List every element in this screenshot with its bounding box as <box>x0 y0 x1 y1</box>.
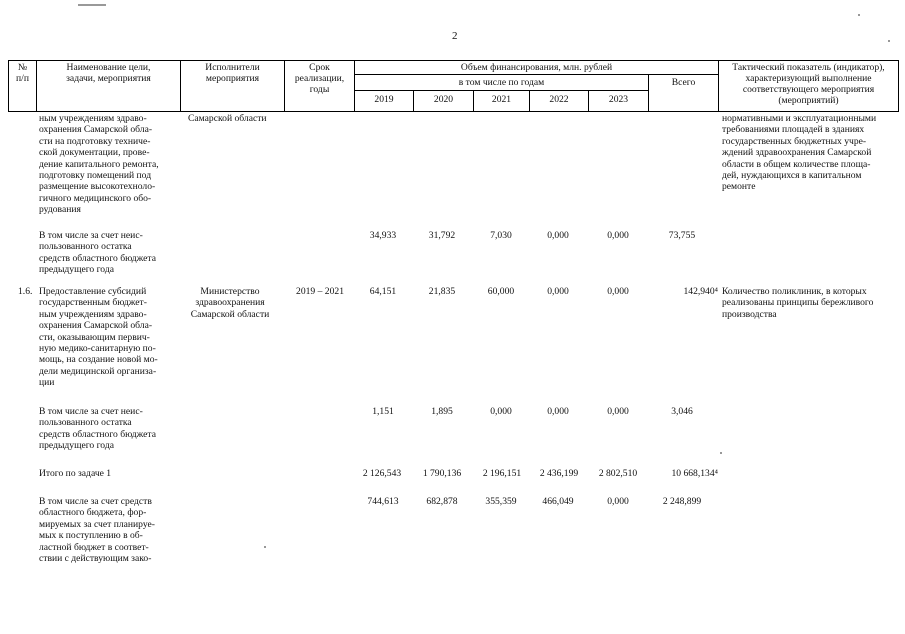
header-indicator: Тактический показатель (индикатор), характеризующий выполнение соответствующего мероприятия (мероприятий) <box>732 62 885 106</box>
row-value-2021: 60,000 <box>487 286 515 297</box>
row-name: В том числе за счет неис- пользованного остатка средств областного бюджета предыдущего года <box>39 230 156 276</box>
row-total: 142,940⁴ <box>683 286 718 297</box>
header-total: Всего <box>671 77 696 88</box>
row-name: В том числе за счет неис- пользованного остатка средств областного бюджета предыдущего года <box>39 406 156 452</box>
row-value-2022: 0,000 <box>547 406 569 417</box>
row-name: ным учреждениям здраво- охранения Самарской обла- сти на подготовку техниче- ской документации, прове- дение капитального ремонта, подготовку помещений под размещение высокотехноло- гичного медицинского обо- рудования <box>39 113 159 216</box>
header-year: 2023 <box>608 94 629 105</box>
row-value-2023: 0,000 <box>607 496 629 507</box>
row-value-2022: 466,049 <box>542 496 574 507</box>
row-value-2019: 2 126,543 <box>362 468 402 479</box>
row-name: В том числе за счет средств областного бюджета, фор- мируемых за счет планируе- мых к поступлению в об- ластной бюджет в соответ- ствии с действующим зако- <box>39 496 155 565</box>
scan-speck <box>720 452 722 454</box>
row-value-2020: 682,878 <box>426 496 458 507</box>
header-by-year: в том числе по годам <box>458 77 545 88</box>
scan-speck <box>858 14 860 16</box>
row-value-2023: 0,000 <box>607 286 629 297</box>
header-year: 2019 <box>374 94 394 105</box>
header-term: Срок реализации, годы <box>294 62 345 95</box>
row-indicator: нормативными и эксплуатационными требованиями площадей в зданиях государственных бюджетных учре- ждений здравоохранения Самарской области в общем количестве площа- дей, нуждающихся в капитальном ремонте <box>722 113 877 193</box>
header-name: Наименование цели, задачи, мероприятия <box>66 62 151 84</box>
row-executor: Самарской области <box>188 113 267 124</box>
row-value-2020: 1,895 <box>431 406 453 417</box>
row-value-2019: 744,613 <box>367 496 399 507</box>
row-name: Итого по задаче 1 <box>39 468 112 479</box>
row-value-2021: 7,030 <box>490 230 512 241</box>
row-value-2020: 21,835 <box>428 286 456 297</box>
scan-speck <box>888 40 890 42</box>
page-number: 2 <box>452 30 458 42</box>
header-executors: Исполнители мероприятия <box>205 62 260 84</box>
row-total: 73,755 <box>668 230 696 241</box>
header-year: 2022 <box>549 94 569 105</box>
row-value-2022: 0,000 <box>547 230 569 241</box>
row-value-2023: 0,000 <box>607 230 629 241</box>
scan-speck <box>264 546 266 548</box>
row-value-2019: 1,151 <box>372 406 394 417</box>
row-total: 3,046 <box>671 406 693 417</box>
row-value-2019: 34,933 <box>369 230 397 241</box>
row-value-2019: 64,151 <box>369 286 397 297</box>
row-value-2022: 0,000 <box>547 286 569 297</box>
row-value-2021: 355,359 <box>485 496 517 507</box>
row-value-2021: 2 196,151 <box>482 468 522 479</box>
scan-smudge <box>78 4 106 6</box>
header-num: № п/п <box>16 62 29 84</box>
row-executor: Министерство здравоохранения Самарской области <box>190 286 270 320</box>
row-value-2021: 0,000 <box>490 406 512 417</box>
row-value-2022: 2 436,199 <box>539 468 579 479</box>
row-total: 10 668,134⁴ <box>671 468 718 479</box>
table-header <box>8 60 899 112</box>
header-volume: Объем финансирования, млн. рублей <box>460 62 613 73</box>
row-term: 2019 – 2021 <box>296 286 344 297</box>
row-number: 1.6. <box>18 286 33 297</box>
row-indicator: Количество поликлиник, в которых реализованы принципы бережливого производства <box>722 286 874 320</box>
header-year: 2020 <box>433 94 454 105</box>
row-value-2020: 1 790,136 <box>422 468 462 479</box>
row-value-2023: 2 802,510 <box>598 468 638 479</box>
row-total: 2 248,899 <box>662 496 702 507</box>
row-value-2020: 31,792 <box>428 230 456 241</box>
row-name: Предоставление субсидий государственным бюджет- ным учреждениям здраво- охранения Самарской обла- сти, оказывающим первич- ную медико-санитарную по- мощь, на создание новой мо- дели медицинской организа- ции <box>39 286 158 389</box>
header-year: 2021 <box>491 94 512 105</box>
row-value-2023: 0,000 <box>607 406 629 417</box>
